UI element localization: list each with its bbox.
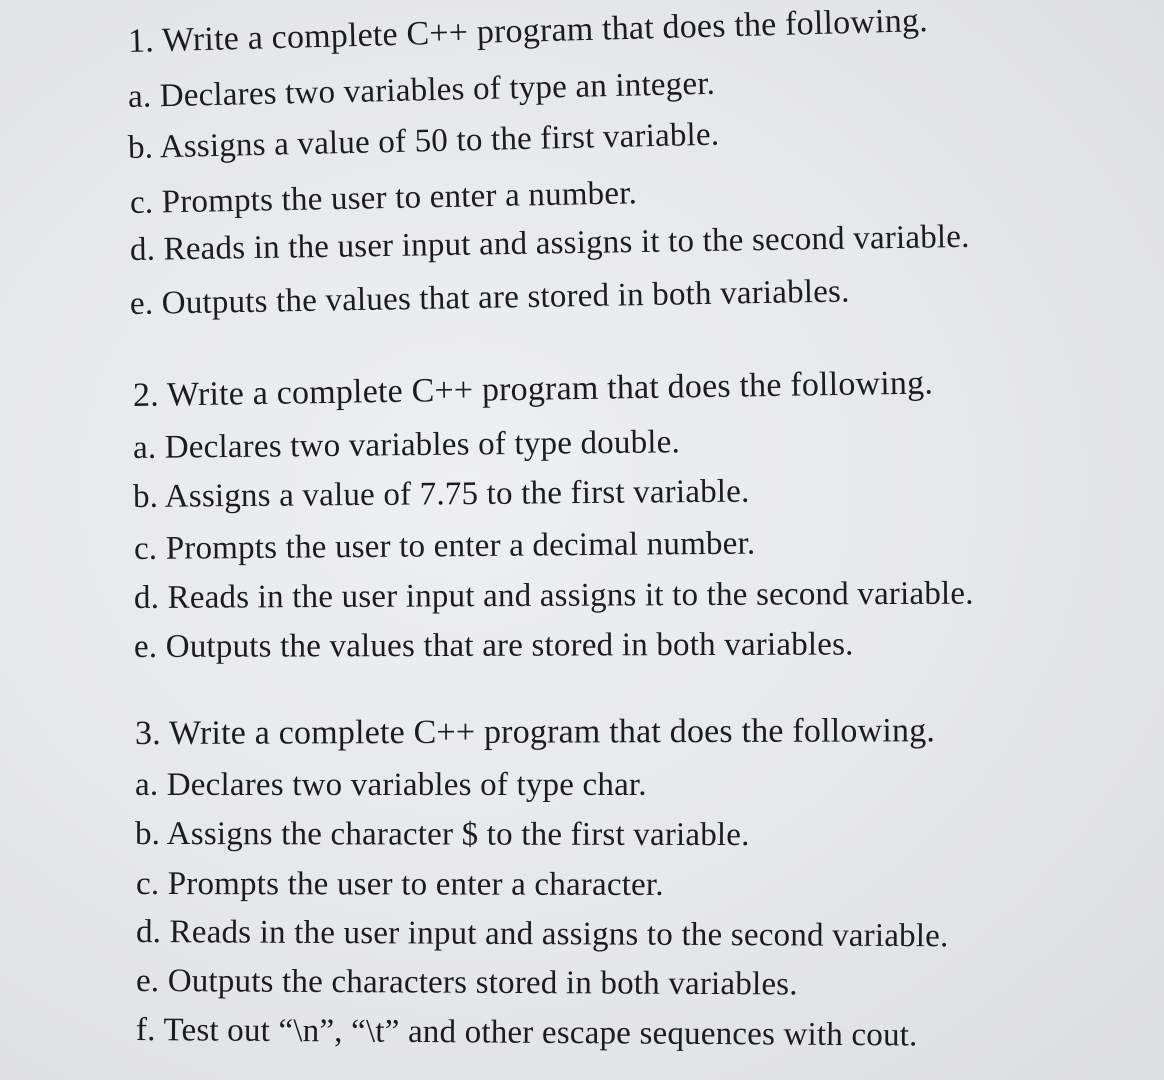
question-2-item-d: d. Reads in the user input and assigns it to the second variable.: [133, 575, 974, 616]
question-3-item-b: b. Assigns the character $ to the first variable.: [134, 816, 750, 854]
question-2-item-e: e. Outputs the values that are stored in both variables.: [133, 626, 854, 665]
question-3-heading: 3. Write a complete C++ program that does the following.: [134, 712, 936, 752]
question-3-item-c: c. Prompts the user to enter a character.: [135, 866, 664, 903]
question-3-item-f: f. Test out “\n”, “\t” and other escape sequences with cout.: [135, 1012, 918, 1054]
question-3-item-a: a. Declares two variables of type char.: [135, 767, 647, 803]
question-3-item-d: d. Reads in the user input and assigns to the second variable.: [135, 914, 949, 955]
question-1-item-b: b. Assigns a value of 50 to the first variable.: [127, 116, 720, 166]
question-1-item-a: a. Declares two variables of type an integer.: [127, 65, 716, 115]
question-1-item-e: e. Outputs the values that are stored in both variables.: [129, 273, 850, 322]
question-2-item-a: a. Declares two variables of type double.: [132, 424, 681, 466]
question-1-heading: 1. Write a complete C++ program that does the following.: [127, 2, 929, 60]
question-3-item-e: e. Outputs the characters stored in both variables.: [135, 963, 798, 1003]
question-1-item-c: c. Prompts the user to enter a number.: [129, 175, 638, 221]
question-2-item-c: c. Prompts the user to enter a decimal number.: [133, 525, 756, 567]
question-2-heading: 2. Write a complete C++ program that does the following.: [132, 364, 934, 414]
question-1-item-d: d. Reads in the user input and assigns it to the second variable.: [129, 218, 970, 268]
question-2-item-b: b. Assigns a value of 7.75 to the first variable.: [132, 473, 750, 515]
